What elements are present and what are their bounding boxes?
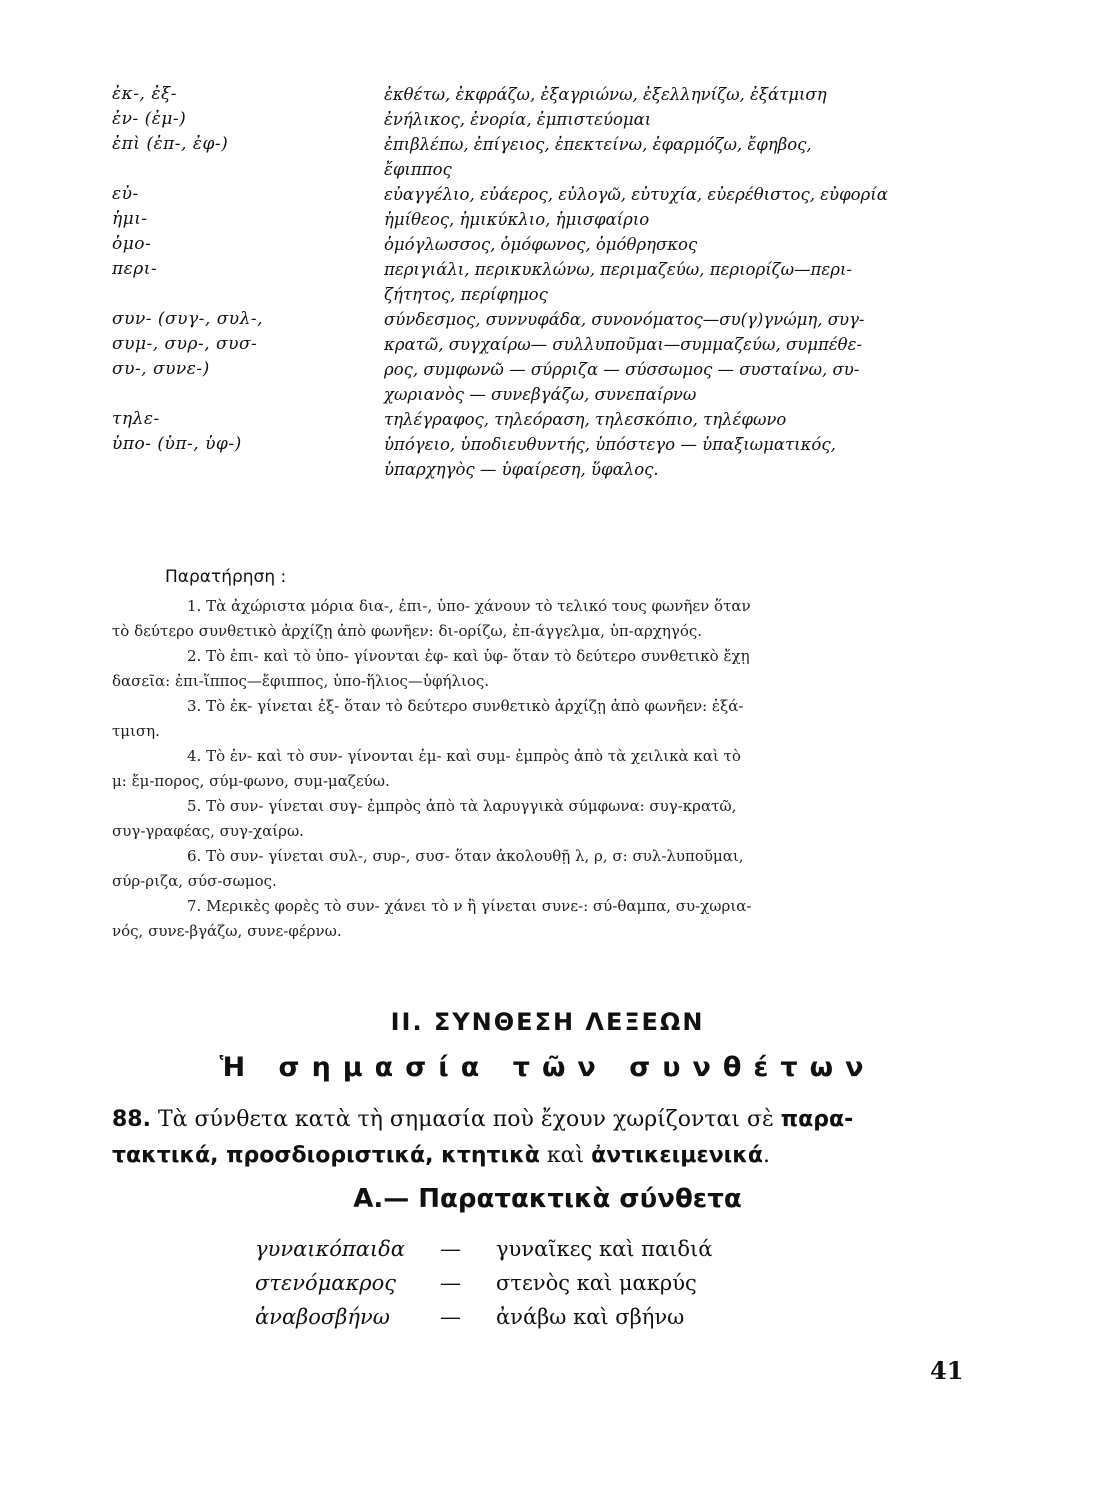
note-line: 5. Τὸ συν- γίνεται συγ- ἐμπρὸς ἀπὸ τὰ λαρυγγικὰ σύμφωνα: συγ-κρατῶ, [187, 797, 737, 815]
prefix-cell [112, 132, 384, 182]
example-row [255, 1232, 855, 1266]
prefix-table [112, 82, 972, 482]
prefix-label: εὐ- [112, 184, 139, 204]
example-row [255, 1300, 855, 1334]
prefix-cell [112, 207, 384, 232]
section-subtitle: Ἡ σημασία τῶν συνθέτων [219, 1052, 876, 1083]
examples-cell [384, 257, 972, 307]
notes-body [112, 594, 962, 944]
prefix-cell [112, 407, 384, 432]
notes-heading: Παρατήρηση : [165, 567, 287, 587]
examples-list [255, 1232, 855, 1334]
examples-cell [384, 82, 972, 107]
examples-cell [384, 132, 972, 182]
example-words-line: σύνδεσμος, συννυφάδα, συνονόματος—συ(γ)γνώμη, συγ- [384, 310, 865, 329]
example-dash: — [440, 1271, 461, 1295]
example-words-line: ρος, συμφωνῶ — σύρριζα — σύσσωμος — συσταίνω, συ- [384, 360, 860, 379]
examples-cell [384, 407, 972, 432]
note-line: 1. Τὰ ἀχώριστα μόρια δια-, ἐπι-, ὑπο- χάνουν τὸ τελικό τους φωνῆεν ὅταν [187, 597, 751, 615]
prefix-label: τηλε- [112, 409, 160, 429]
example-word: ἀναβοσβήνω [255, 1305, 390, 1329]
page-number: 41 [930, 1356, 964, 1385]
prefix-label: ἐπὶ (ἐπ-, ἐφ-) [112, 134, 229, 154]
example-dash: — [440, 1305, 461, 1329]
example-words-line: ἐπιβλέπω, ἐπίγειος, ἐπεκτείνω, ἐφαρμόζω, ἔφηβος, [384, 135, 812, 154]
note-line: νός, συνε-βγάζω, συνε-φέρνω. [112, 922, 342, 940]
prefix-label: ἡμι- [112, 209, 148, 229]
example-meaning: γυναῖκες καὶ παιδιά [496, 1237, 713, 1261]
subsection-heading: Α.— Παρατακτικὰ σύνθετα [353, 1184, 742, 1214]
prefix-row [112, 257, 972, 307]
prefix-row [112, 132, 972, 182]
prefix-label: συν- (συγ-, συλ-, [112, 309, 264, 329]
note-line: δασεῖα: ἐπι-ἵππος—ἔφιππος, ὑπο-ἥλιος—ὑφήλιος. [112, 672, 490, 690]
prefix-cell [112, 307, 384, 407]
prefix-label: ὑπο- (ὑπ-, ὑφ-) [112, 434, 242, 454]
example-meaning: ἀνάβω καὶ σβήνω [496, 1305, 685, 1329]
example-meaning: στενὸς καὶ μακρύς [496, 1271, 697, 1295]
note-line: 7. Μερικὲς φορὲς τὸ συν- χάνει τὸ ν ἢ γίνεται συνε-: σύ-θαμπα, συ-χωρια- [187, 897, 752, 915]
prefix-row [112, 432, 972, 482]
example-word: γυναικόπαιδα [255, 1237, 405, 1261]
example-words-line: χωριανὸς — συνεβγάζω, συνεπαίρνω [384, 385, 697, 404]
section-title: II. ΣΥΝΘΕΣΗ ΛΕΞΕΩΝ [390, 1008, 705, 1036]
examples-cell [384, 307, 972, 407]
example-row [255, 1266, 855, 1300]
example-words-line: εὐαγγέλιο, εὐάερος, εὐλογῶ, εὐτυχία, εὐερέθιστος, εὐφορία [384, 185, 888, 204]
note-line: 6. Τὸ συν- γίνεται συλ-, συρ-, συσ- ὅταν ἀκολουθῇ λ, ρ, σ: συλ-λυποῦμαι, [187, 847, 744, 865]
note-line: συγ-γραφέας, συγ-χαίρω. [112, 822, 304, 840]
example-words-line: ὑπαρχηγὸς — ὑφαίρεση, ὕφαλος. [384, 460, 659, 479]
prefix-label: συμ-, συρ-, συσ- [112, 334, 258, 354]
prefix-cell [112, 257, 384, 307]
paragraph-text: Τὰ σύνθετα κατὰ τὴ σημασία ποὺ ἔχουν χωρίζονται σὲ [150, 1107, 781, 1132]
example-words-line: ἐκθέτω, ἐκφράζω, ἐξαγριώνω, ἐξελληνίζω, ἐξάτμιση [384, 85, 827, 104]
example-words-line: κρατῶ, συγχαίρω— συλλυποῦμαι—συμμαζεύω, συμπέθε- [384, 335, 863, 354]
prefix-row [112, 207, 972, 232]
prefix-row [112, 107, 972, 132]
prefix-cell [112, 182, 384, 207]
examples-cell [384, 182, 972, 207]
note-line: μ: ἔμ-πορος, σύμ-φωνο, συμ-μαζεύω. [112, 772, 390, 790]
prefix-label: συ-, συνε-) [112, 359, 210, 379]
note-line: 4. Τὸ ἐν- καὶ τὸ συν- γίνονται ἐμ- καὶ συμ- ἐμπρὸς ἀπὸ τὰ χειλικὰ καὶ τὸ [187, 747, 741, 765]
prefix-row [112, 82, 972, 107]
paragraph-text: καὶ [539, 1143, 592, 1168]
example-words-line: ζήτητος, περίφημος [384, 285, 548, 304]
examples-cell [384, 232, 972, 257]
paragraph-text: . [763, 1143, 770, 1168]
example-words-line: ἡμίθεος, ἡμικύκλιο, ἡμισφαίριο [384, 210, 650, 229]
prefix-row [112, 407, 972, 432]
examples-cell [384, 107, 972, 132]
paragraph-term: τακτικά, προσδιοριστικά, κτητικὰ [112, 1143, 540, 1168]
example-word: στενόμακρος [255, 1271, 396, 1295]
prefix-label: ἐκ-, ἐξ- [112, 84, 178, 104]
prefix-cell [112, 232, 384, 257]
prefix-cell [112, 432, 384, 482]
prefix-row [112, 307, 972, 407]
paragraph-term: ἀντικειμενικά [591, 1143, 763, 1168]
note-line: 2. Τὸ ἐπι- καὶ τὸ ὑπο- γίνονται ἐφ- καὶ ὑφ- ὅταν τὸ δεύτερο συνθετικὸ ἔχῃ [187, 647, 750, 665]
paragraph-number: 88. [112, 1107, 151, 1132]
paragraph-term: παρα- [780, 1107, 854, 1132]
example-words-line: ἐνήλικος, ἐνορία, ἐμπιστεύομαι [384, 110, 652, 129]
prefix-label: ὁμο- [112, 234, 152, 254]
prefix-row [112, 182, 972, 207]
note-line: σύρ-ριζα, σύσ-σωμος. [112, 872, 277, 890]
paragraph-88 [112, 1102, 962, 1174]
prefix-cell [112, 107, 384, 132]
note-line: τὸ δεύτερο συνθετικὸ ἀρχίζῃ ἀπὸ φωνῆεν: δι-ορίζω, ἐπ-άγγελμα, ὑπ-αρχηγός. [112, 622, 703, 640]
prefix-label: περι- [112, 259, 158, 279]
example-words-line: ἔφιππος [384, 160, 452, 179]
example-words-line: τηλέγραφος, τηλεόραση, τηλεσκόπιο, τηλέφωνο [384, 410, 787, 429]
prefix-row [112, 232, 972, 257]
example-dash: — [440, 1237, 461, 1261]
example-words-line: ὑπόγειο, ὑποδιευθυντής, ὑπόστεγο — ὑπαξιωματικός, [384, 435, 836, 454]
examples-cell [384, 432, 972, 482]
prefix-label: ἐν- (ἐμ-) [112, 109, 187, 129]
example-words-line: ὁμόγλωσσος, ὁμόφωνος, ὁμόθρησκος [384, 235, 698, 254]
note-line: τμιση. [112, 722, 160, 740]
example-words-line: περιγιάλι, περικυκλώνω, περιμαζεύω, περιορίζω—περι- [384, 260, 853, 279]
note-line: 3. Τὸ ἐκ- γίνεται ἐξ- ὅταν τὸ δεύτερο συνθετικὸ ἀρχίζῃ ἀπὸ φωνῆεν: ἐξά- [187, 697, 744, 715]
examples-cell [384, 207, 972, 232]
prefix-cell [112, 82, 384, 107]
